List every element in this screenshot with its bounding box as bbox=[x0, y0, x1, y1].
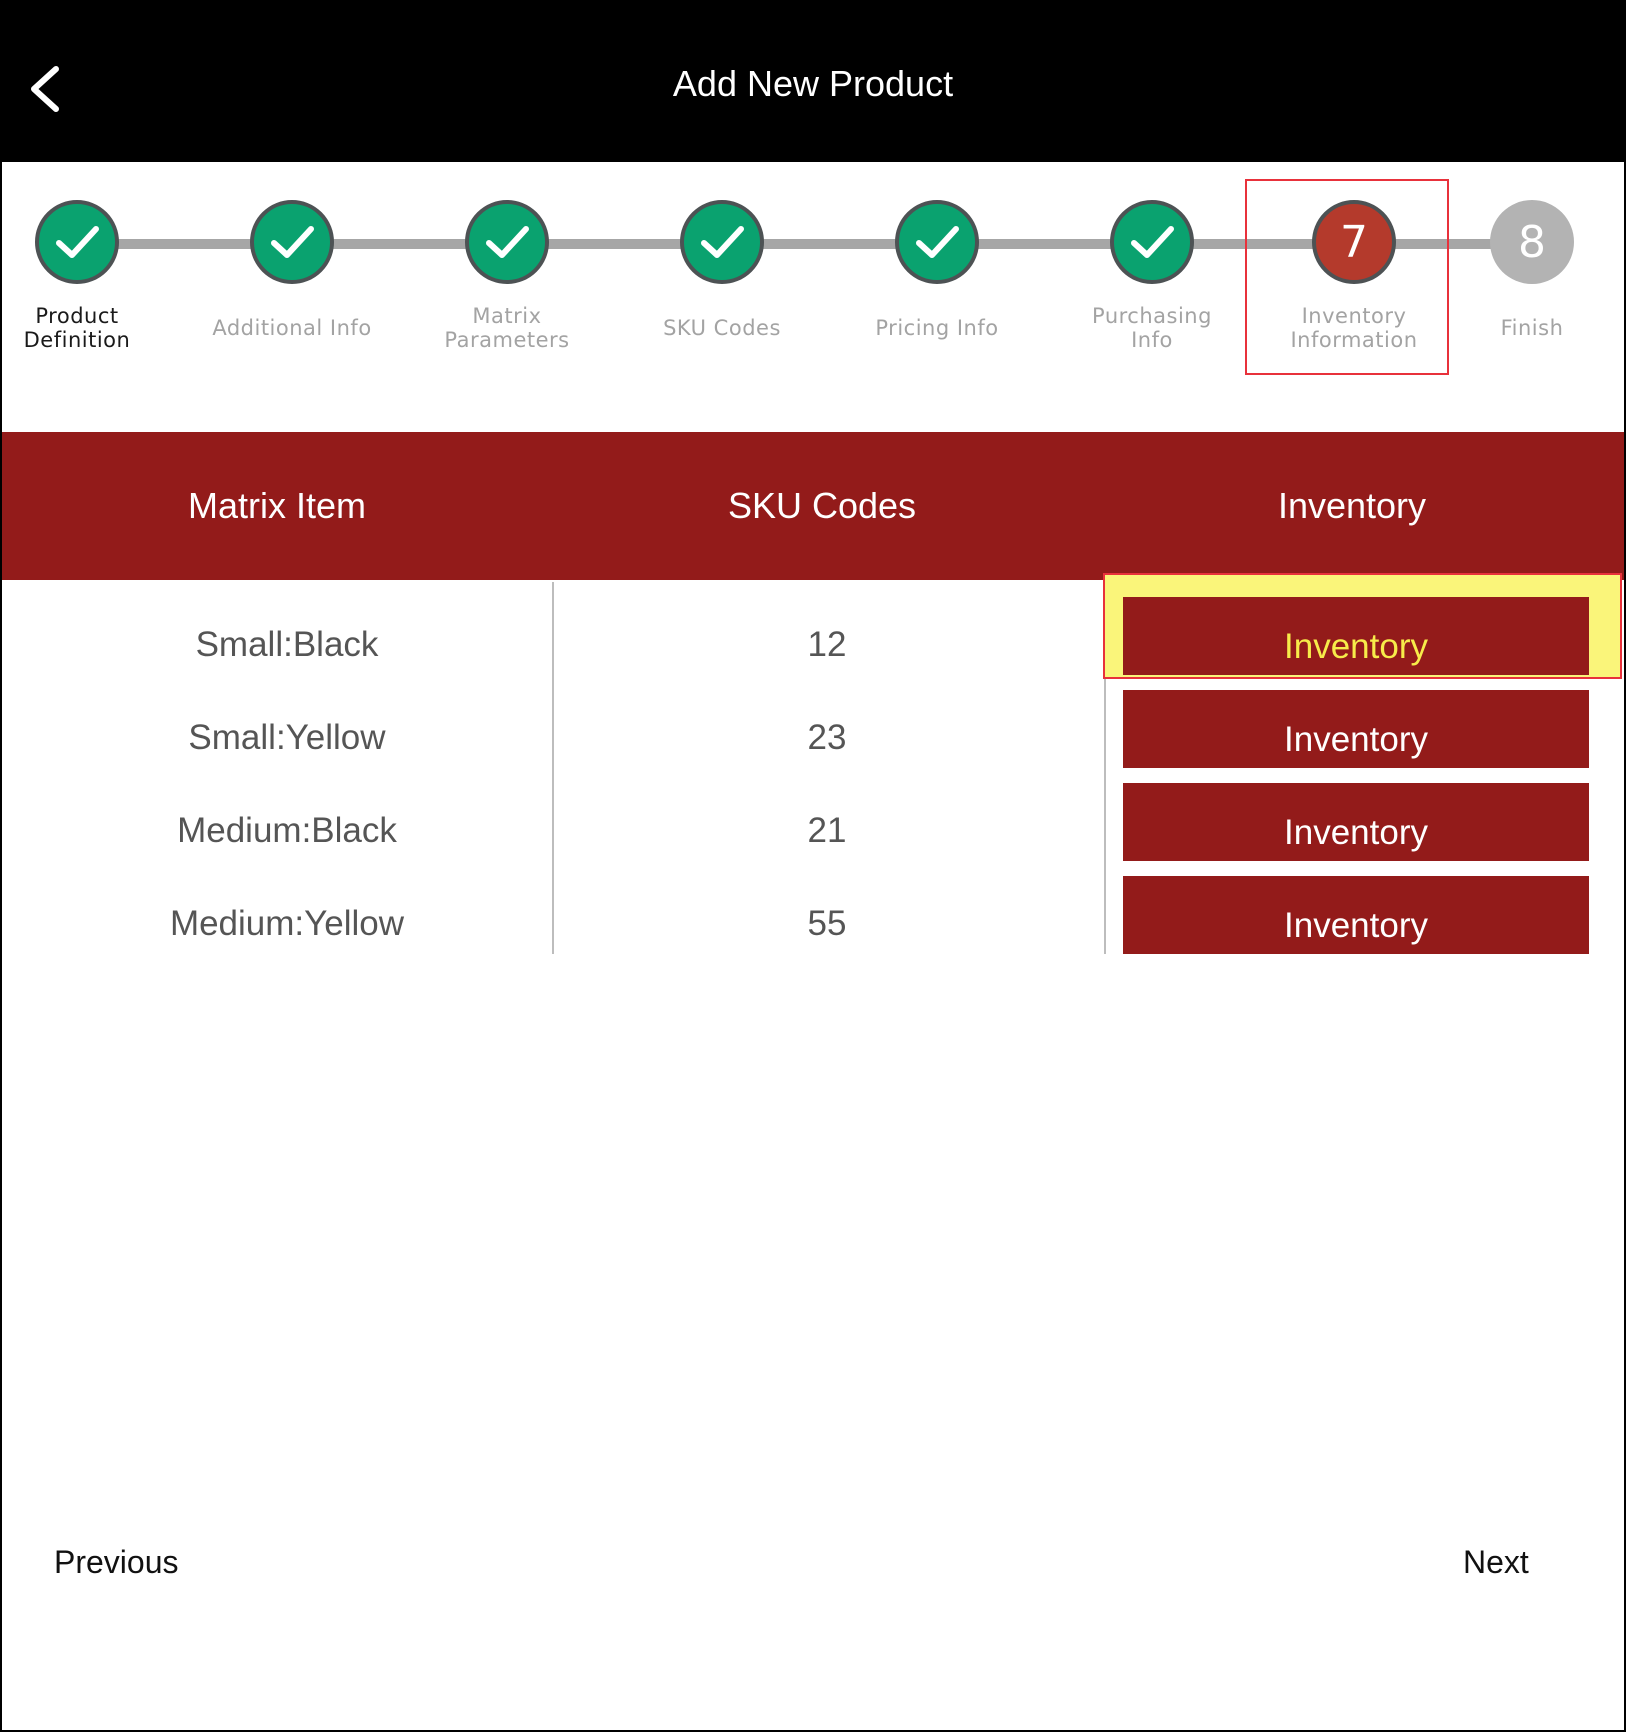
step-product-definition[interactable] bbox=[0, 200, 177, 352]
current-step-highlight bbox=[1245, 179, 1449, 375]
step-label: Pricing Info bbox=[875, 316, 999, 340]
step-pricing-info[interactable] bbox=[837, 200, 1037, 352]
matrix-item-cell: Small:Black bbox=[195, 625, 379, 664]
table-header bbox=[2, 432, 1624, 580]
sku-cell: 23 bbox=[807, 718, 847, 757]
step-finish[interactable] bbox=[1432, 200, 1626, 352]
step-label: Finish bbox=[1500, 316, 1564, 340]
matrix-item-cell: Medium:Yellow bbox=[169, 904, 405, 943]
step-matrix-parameters[interactable] bbox=[407, 200, 607, 352]
column-divider bbox=[552, 582, 554, 954]
sku-cell: 12 bbox=[807, 625, 847, 664]
inventory-button[interactable]: Inventory bbox=[1123, 783, 1589, 861]
sku-cell: 21 bbox=[807, 811, 847, 850]
column-header-sku-codes: SKU Codes bbox=[727, 485, 917, 526]
step-label: Inventory Information bbox=[1290, 304, 1418, 352]
column-header-inventory: Inventory bbox=[1277, 485, 1427, 526]
check-icon bbox=[680, 200, 764, 284]
top-bar bbox=[2, 2, 1624, 162]
step-additional-info[interactable] bbox=[192, 200, 392, 352]
matrix-item-cell: Medium:Black bbox=[177, 811, 397, 850]
sku-cell: 55 bbox=[807, 904, 847, 943]
check-icon bbox=[35, 200, 119, 284]
next-button[interactable]: Next bbox=[1463, 1544, 1529, 1580]
inventory-button[interactable]: Inventory bbox=[1123, 876, 1589, 954]
step-purchasing-info[interactable] bbox=[1052, 200, 1252, 352]
previous-button[interactable]: Previous bbox=[54, 1544, 179, 1580]
step-label: Product Definition bbox=[23, 304, 131, 352]
matrix-item-cell: Small:Yellow bbox=[188, 718, 386, 757]
inventory-button[interactable]: Inventory bbox=[1123, 597, 1589, 675]
step-sku-codes[interactable] bbox=[622, 200, 822, 352]
progress-stepper bbox=[2, 162, 1624, 402]
page-title: Add New Product bbox=[672, 63, 954, 104]
step-label: Additional Info bbox=[212, 316, 372, 340]
step-label: SKU Codes bbox=[663, 316, 781, 340]
step-number-badge: 7 bbox=[1312, 200, 1396, 284]
column-header-matrix-item: Matrix Item bbox=[187, 485, 366, 526]
step-number-badge: 8 bbox=[1490, 200, 1574, 284]
check-icon bbox=[250, 200, 334, 284]
step-label: Purchasing Info bbox=[1092, 304, 1212, 352]
check-icon bbox=[1110, 200, 1194, 284]
inventory-button[interactable]: Inventory bbox=[1123, 690, 1589, 768]
check-icon bbox=[465, 200, 549, 284]
check-icon bbox=[895, 200, 979, 284]
step-label: Matrix Parameters bbox=[444, 304, 570, 352]
